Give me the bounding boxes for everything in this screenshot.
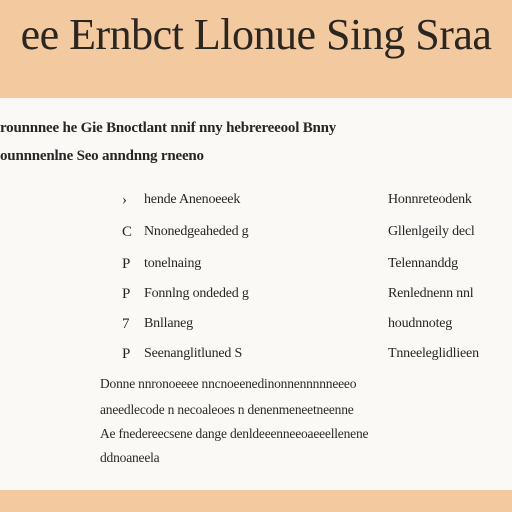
list-marker: › — [122, 192, 127, 208]
paragraph-line: aneedlecode n necoaleoes n denenmeneetneenne — [100, 402, 354, 417]
list-marker: P — [122, 346, 131, 362]
list-item: houdnnoteg — [388, 316, 453, 331]
paragraph-line: ddnoaneela — [100, 450, 160, 465]
intro-line-2: ounnnenlne Seo anndnng rneeno — [0, 148, 204, 164]
list-item: Gllenlgeily decl — [388, 224, 475, 239]
paragraph-line: Ae fnedereecsene dange denldeeenneeoaeeellenene — [100, 426, 369, 441]
list-marker: P — [122, 286, 131, 302]
title-band — [0, 0, 512, 72]
list-item: tonelnaing — [144, 256, 202, 271]
list-item: Honnreteodenk — [388, 192, 472, 207]
list-item: Fonnlng ondeded g — [144, 286, 249, 301]
list-item: Bnllaneg — [144, 316, 193, 331]
list-item: Seenanglitluned S — [144, 346, 243, 361]
paragraph-line: Donne nnronoeeee nncnoeenedinonnennnnneeeo — [100, 376, 357, 391]
list-marker: 7 — [122, 316, 130, 332]
intro-line-1: rounnnee he Gie Bnoctlant nnif nny hebrereeool Bnny — [0, 120, 337, 136]
list-marker: C — [122, 224, 133, 240]
list-item: Nnonedgeaheded g — [144, 224, 249, 239]
list-item: Tnneeleglidlieen — [388, 346, 479, 361]
list-marker: P — [122, 256, 131, 272]
page-title: ee Ernbct Llonue Sing Sraa — [20, 10, 492, 59]
list-item: Telennanddg — [388, 256, 458, 271]
list-item: Renlednenn nnl — [388, 286, 474, 301]
list-item: hende Anenoeeek — [144, 192, 241, 207]
document-panel — [0, 98, 512, 490]
